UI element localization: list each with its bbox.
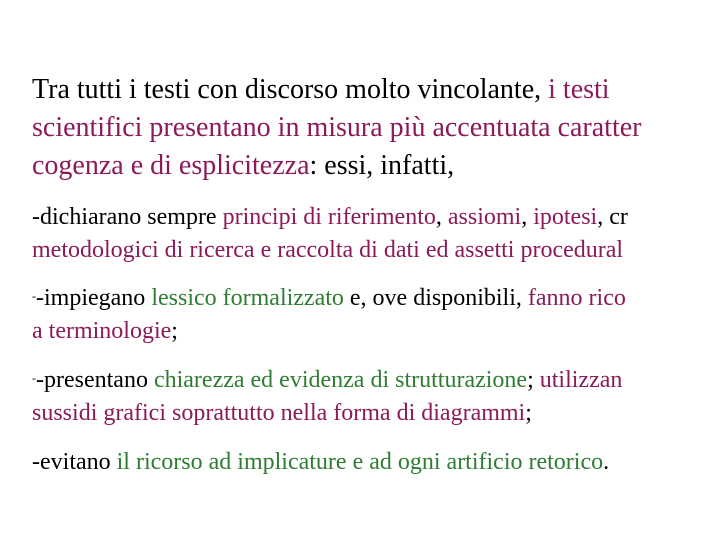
item-highlight: metodologici di ricerca e raccolta di dati ed assetti procedural (32, 237, 624, 263)
item-highlight-green: il ricorso ad implicature e ad ogni artificio retorico (116, 449, 604, 475)
item-text: ; (171, 318, 178, 344)
item-highlight-green: chiarezza ed evidenza di strutturazione (153, 367, 528, 393)
item4-line-1 (32, 450, 609, 474)
item-text: e, ove disponibili, (343, 285, 528, 311)
intro-line-3 (32, 152, 454, 180)
item-highlight: assiomi (447, 204, 522, 230)
item-highlight: ipotesi (533, 204, 598, 230)
intro-text: : essi, infatti, (309, 150, 455, 181)
item-text: -impiegano (36, 285, 152, 311)
item-text: -presentano (36, 367, 154, 393)
item-text: -evitano (32, 449, 117, 475)
item-text: -dichiarano sempre (32, 204, 223, 230)
intro-highlight: cogenza e di esplicitezza (32, 150, 310, 181)
item-highlight: sussidi grafici soprattutto nella forma di diagrammi (32, 400, 526, 426)
item-text: , (521, 204, 534, 230)
item3-line-1 (32, 368, 622, 392)
item3-line-2 (32, 401, 532, 425)
intro-highlight: scientifici presentano in misura più accentuata caratter (32, 112, 642, 143)
bullet-marker: - (32, 371, 36, 386)
item-highlight: a terminologie (32, 318, 172, 344)
item-highlight: utilizzan (539, 367, 623, 393)
item2-line-2 (32, 319, 178, 343)
item-text: , (435, 204, 448, 230)
item-text: . (603, 449, 610, 475)
item-highlight: principi di riferimento (222, 204, 436, 230)
intro-text: Tra tutti i testi con discorso molto vincolante, (32, 74, 549, 105)
intro-line-1 (32, 76, 610, 104)
intro-line-2 (32, 114, 642, 142)
item2-line-1 (32, 286, 626, 310)
item-highlight: fanno rico (527, 285, 626, 311)
item-highlight-green: lessico formalizzato (151, 285, 344, 311)
item1-line-1 (32, 205, 628, 229)
bullet-marker: - (32, 289, 36, 304)
item-text: , cr (597, 204, 628, 230)
intro-highlight: i testi (548, 74, 610, 105)
item-text: ; (527, 367, 540, 393)
item1-line-2 (32, 238, 623, 262)
item-text: ; (525, 400, 532, 426)
